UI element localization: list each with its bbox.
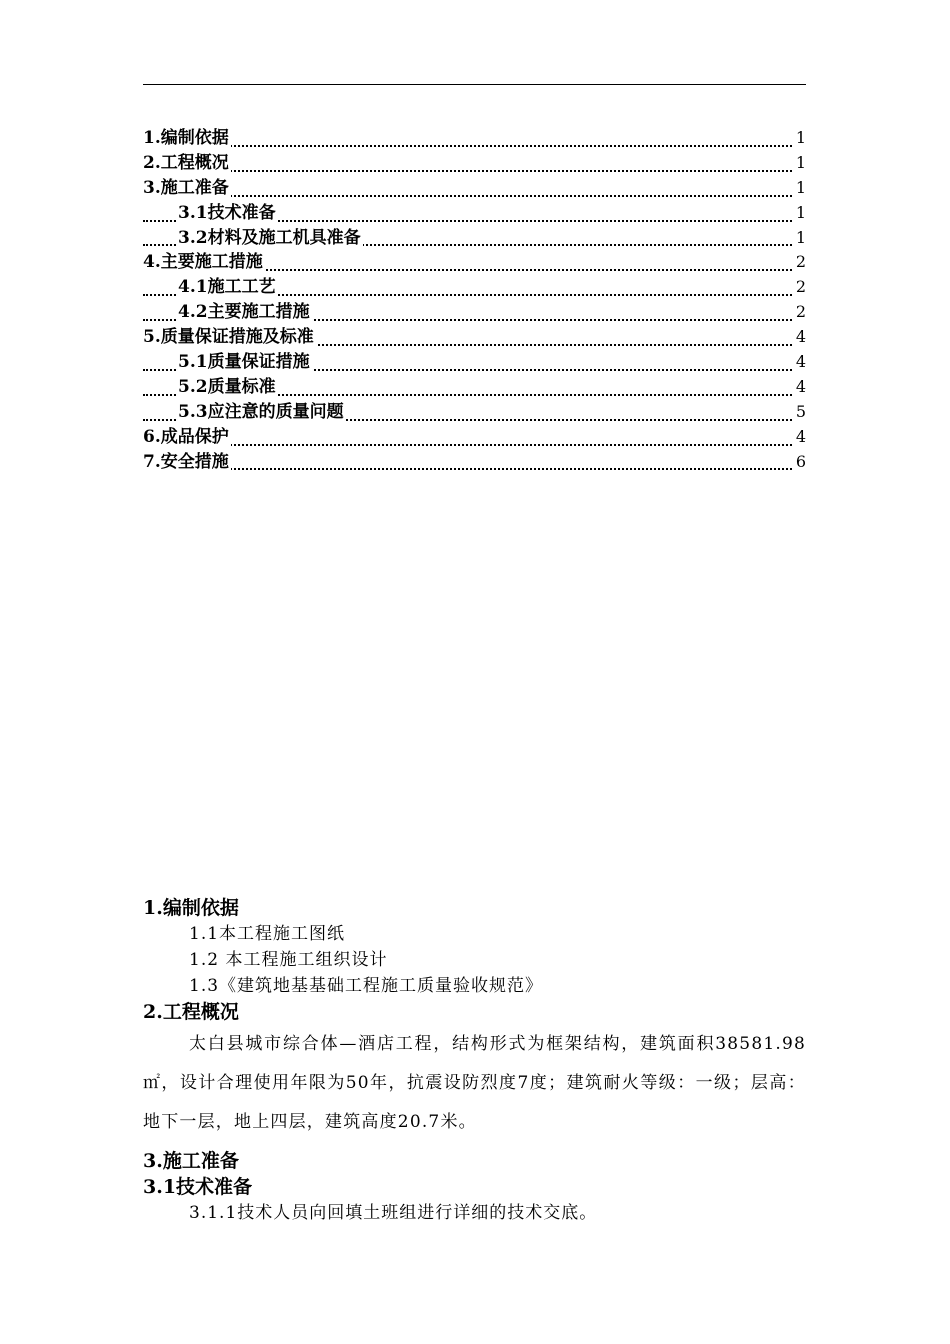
- subsection-heading: 3.1技术准备: [143, 1176, 253, 1198]
- toc-entry[interactable]: [143, 201, 806, 226]
- table-of-contents: [143, 126, 806, 474]
- toc-entry[interactable]: [143, 450, 806, 475]
- toc-entry[interactable]: [143, 250, 806, 275]
- toc-entry[interactable]: [143, 325, 806, 350]
- toc-page-number: 4: [793, 375, 806, 399]
- section-heading: 2.工程概况: [143, 1001, 239, 1023]
- toc-page-number: 1: [793, 201, 806, 225]
- toc-page-number: 5: [793, 400, 806, 424]
- toc-label: 5.3应注意的质量问题: [178, 401, 344, 422]
- toc-page-number: 1: [793, 176, 806, 200]
- toc-label: 5.1质量保证措施: [178, 352, 310, 373]
- toc-entry[interactable]: [143, 425, 806, 450]
- toc-label: 3.2材料及施工机具准备: [178, 227, 361, 248]
- toc-leader-dots: [143, 468, 792, 470]
- reference-item: 1.1本工程施工图纸: [189, 924, 346, 944]
- toc-entry[interactable]: [143, 400, 806, 425]
- toc-label: 4.主要施工措施: [143, 252, 263, 273]
- toc-entry[interactable]: [143, 126, 806, 151]
- section-heading: 1.编制依据: [143, 897, 239, 919]
- toc-label: 6.成品保护: [143, 426, 229, 447]
- toc-entry[interactable]: [143, 300, 806, 325]
- toc-page-number: 1: [793, 151, 806, 175]
- toc-page-number: 4: [793, 325, 806, 349]
- header-rule: [143, 84, 806, 85]
- toc-page-number: 6: [793, 450, 806, 474]
- toc-entry[interactable]: [143, 375, 806, 400]
- toc-label: 4.2主要施工措施: [178, 302, 310, 323]
- toc-label: 2.工程概况: [143, 152, 229, 173]
- toc-entry[interactable]: [143, 350, 806, 375]
- toc-entry[interactable]: [143, 226, 806, 251]
- toc-label: 1.编制依据: [143, 128, 229, 148]
- toc-page-number: 2: [793, 250, 806, 274]
- toc-page-number: 4: [793, 425, 806, 449]
- toc-entry[interactable]: [143, 176, 806, 201]
- toc-page-number: 4: [793, 350, 806, 374]
- toc-leader-dots: [143, 170, 792, 172]
- toc-entry[interactable]: [143, 275, 806, 300]
- toc-page-number: 1: [793, 226, 806, 250]
- toc-label: 3.1技术准备: [178, 202, 276, 223]
- toc-entry[interactable]: [143, 151, 806, 176]
- reference-item: 1.2 本工程施工组织设计: [189, 950, 388, 970]
- toc-label: 5.2质量标准: [178, 376, 276, 397]
- toc-label: 3.施工准备: [143, 177, 229, 198]
- section-heading: 3.施工准备: [143, 1150, 239, 1172]
- toc-leader-dots: [143, 195, 792, 197]
- toc-page-number: 2: [793, 300, 806, 324]
- toc-label: 7.安全措施: [143, 451, 229, 472]
- toc-label: 5.质量保证措施及标准: [143, 327, 314, 348]
- toc-leader-dots: [143, 444, 792, 446]
- toc-label: 4.1施工工艺: [178, 277, 276, 298]
- reference-item: 1.3《建筑地基基础工程施工质量验收规范》: [189, 976, 544, 996]
- toc-page-number: 1: [793, 126, 806, 150]
- document-body: [143, 895, 806, 1226]
- toc-leader-dots: [143, 145, 792, 147]
- toc-page-number: 2: [793, 275, 806, 299]
- project-overview-paragraph: 太白县城市综合体—酒店工程，结构形式为框架结构，建筑面积38581.98㎡，设计合理使用年限为50年，抗震设防烈度7度；建筑耐火等级：一级；层高：地下一层，地上四层，建筑高度20.7米。: [143, 1034, 806, 1132]
- list-item: 3.1.1技术人员向回填土班组进行详细的技术交底。: [189, 1203, 598, 1223]
